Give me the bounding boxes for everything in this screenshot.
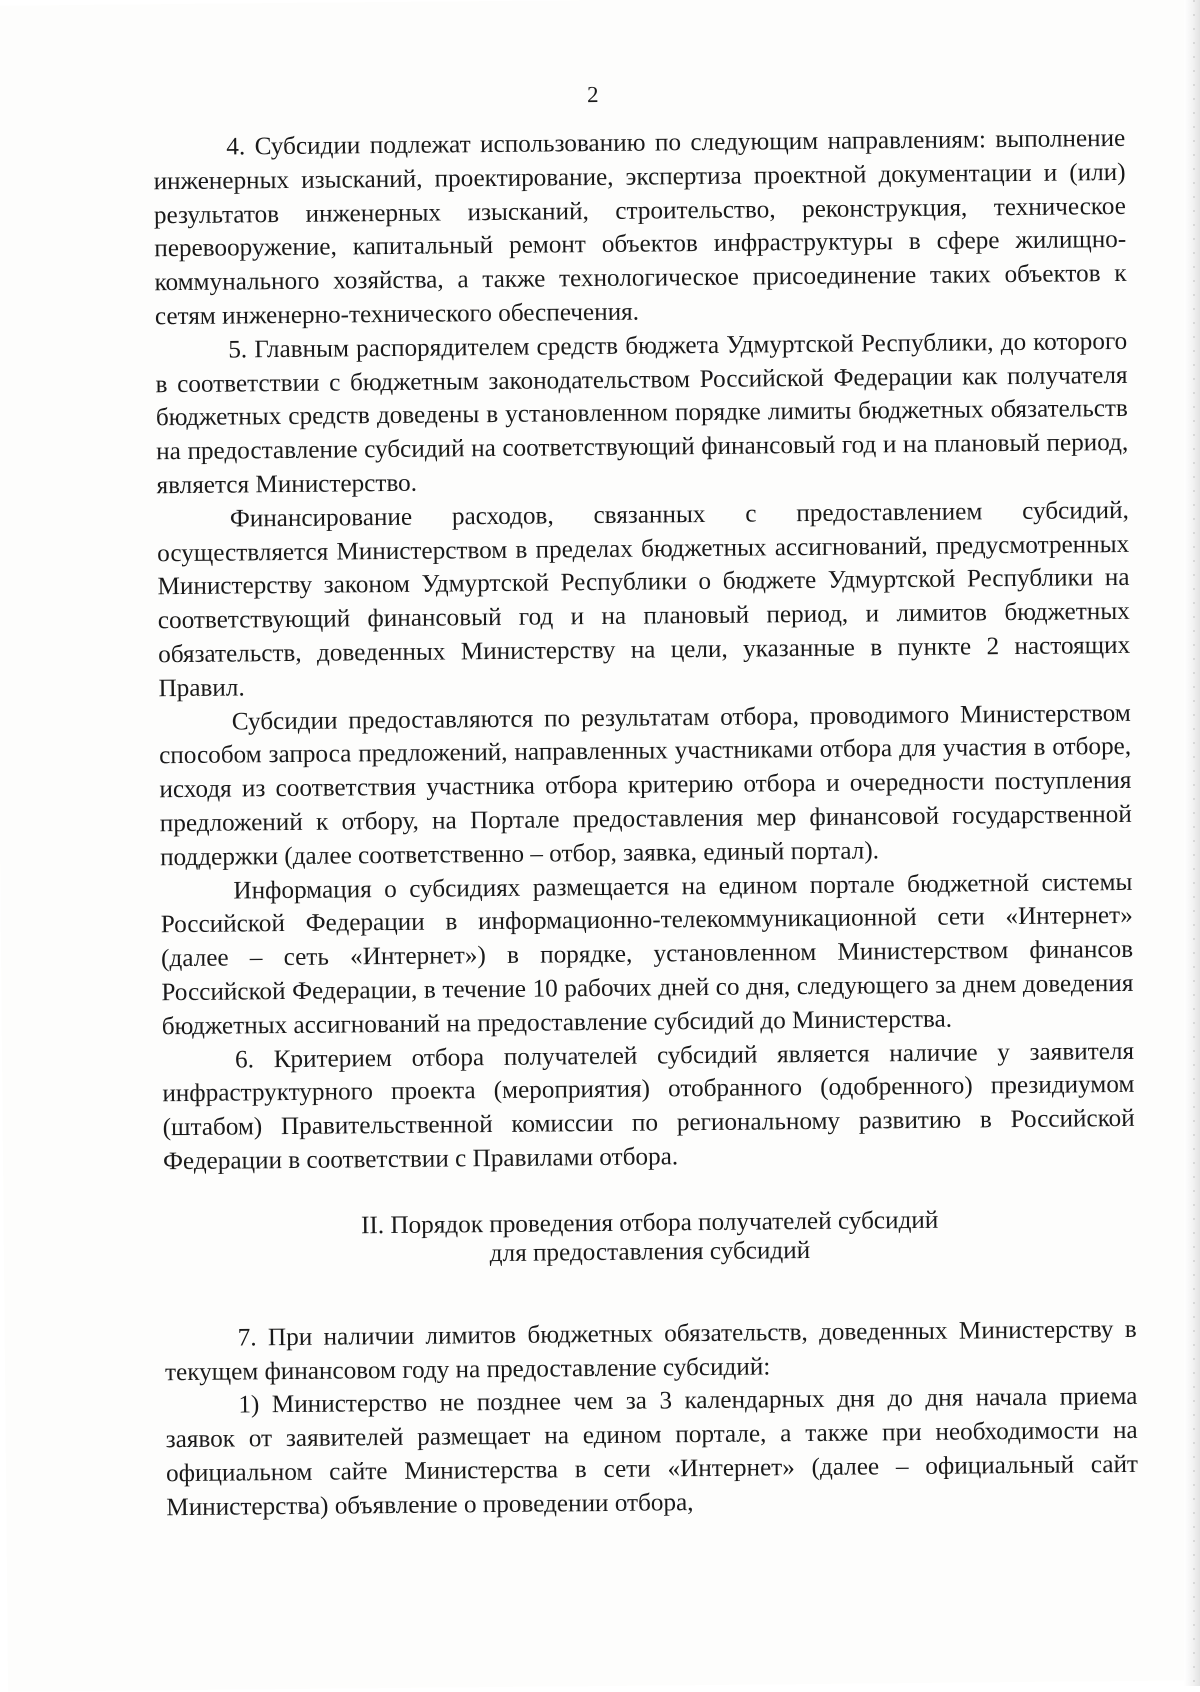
- paragraph-item-7: 7. При наличии лимитов бюджетных обязательств, доведенных Министерству в текущем финансовом году на предоставление субсидий:: [164, 1315, 1137, 1386]
- section-heading-line-1: II. Порядок проведения отбора получателей субсидий: [360, 1206, 939, 1240]
- page-number: 2: [586, 81, 599, 108]
- paragraph-financing: Финансирование расходов, связанных с предоставлением субсидий, осуществляется Министерством в пределах бюджетных ассигнований, предусмотренных Министерству законом Удмуртской Республики о бюджете Удмуртской Республики на соответствующий финансовый год и на плановый период, и лимитов бюджетных обязательств, доведенных Министерству на цели, указанные в пункте 2 настоящих Правил.: [157, 496, 1131, 702]
- scan-edge-shadow: [1184, 0, 1200, 1686]
- paragraph-subitem-1: 1) Министерство не позднее чем за 3 календарных дня до дня начала приема заявок от заявителей размещает на едином портале, а также при необходимости на официальном сайте Министерства в сети «Интернет» (далее – официальный сайт Министерства) объявление о проведении отбора,: [165, 1383, 1139, 1521]
- section-heading-line-2: для предоставления субсидий: [489, 1236, 811, 1267]
- paragraph-item-4: 4. Субсидии подлежат использованию по следующим направлениям: выполнение инженерных изысканий, проектирование, экспертиза проектной документации и (или) результатов инженерных изысканий, строительство, реконструкция, техническое перевооружение, капитальный ремонт объектов инфраструктуры в сфере жилищно-коммунального хозяйства, а также технологическое присоединение таких объектов к сетям инженерно-технического обеспечения.: [153, 124, 1127, 331]
- paragraph-item-5: 5. Главным распорядителем средств бюджета Удмуртской Республики, до которого в соответствии с бюджетным законодательством Российской Федерации как получателя бюджетных средств доведены в установленном порядке лимиты бюджетных обязательств на предоставление субсидий на соответствующий финансовый год и на плановый период, является Министерство.: [155, 327, 1129, 500]
- paragraph-selection: Субсидии предоставляются по результатам отбора, проводимого Министерством способом запроса предложений, направленных участниками отбора для участия в отборе, исходя из соответствия участника отбора критерию отбора и очередности поступления предложений к отбору, на Портале предоставления мер финансовой государственной поддержки (далее соответственно – отбор, заявка, единый портал).: [159, 699, 1132, 871]
- scan-edge-marks: [1193, 0, 1195, 1686]
- section-heading: [164, 1204, 1137, 1271]
- paragraph-item-6: 6. Критерием отбора получателей субсидий является наличие у заявителя инфраструктурного проекта (мероприятия) отобранного (одобренного) президиумом (штабом) Правительственной комиссии по региональному развитию в Российской Федерации в соответствии с Правилами отбора.: [162, 1037, 1135, 1176]
- paragraph-information: Информация о субсидиях размещается на едином портале бюджетной системы Российской Федерации в информационно-телекоммуникационной сети «Интернет» (далее – сеть «Интернет») в порядке, установленном Министерством финансов Российской Федерации, в течение 10 рабочих дней со дня, следующего за днем доведения бюджетных ассигнований на предоставление субсидий до Министерства.: [160, 868, 1134, 1040]
- document-body: [153, 122, 1138, 1525]
